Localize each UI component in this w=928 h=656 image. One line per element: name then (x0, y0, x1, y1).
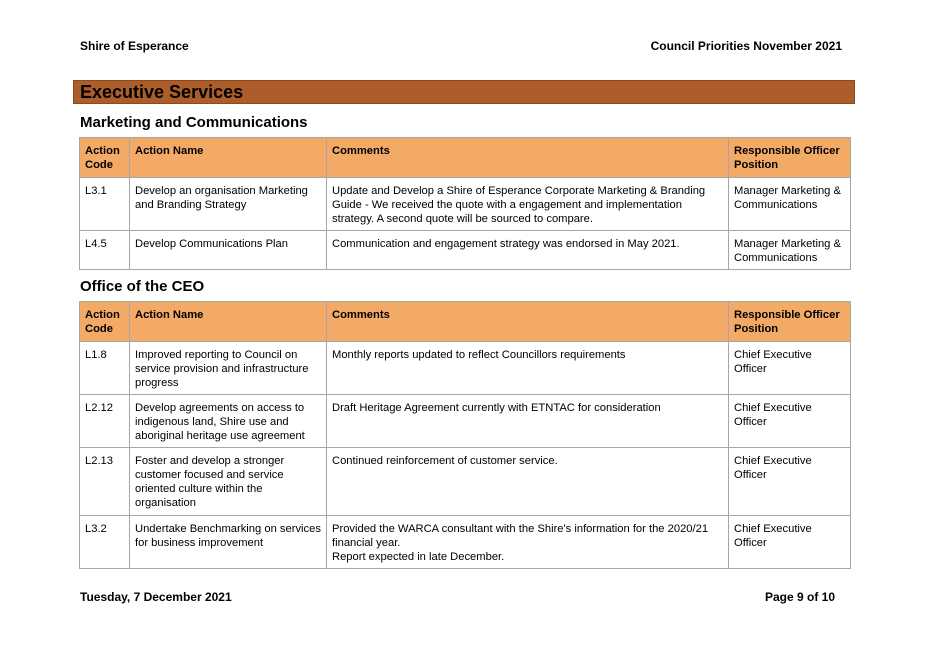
responsible-officer: Manager Marketing & Communications (729, 231, 851, 270)
comments (327, 231, 729, 270)
marketing-table (79, 137, 851, 270)
responsible-officer: Chief Executive Officer (729, 342, 851, 395)
comments (327, 178, 729, 231)
responsible-officer: Chief Executive Officer (729, 395, 851, 448)
comments (327, 448, 729, 516)
action-code: L1.8 (80, 342, 130, 395)
col-header-officer: Responsible Officer Position (729, 302, 851, 342)
action-name: Develop Communications Plan (130, 231, 327, 270)
header-organisation: Shire of Esperance (80, 39, 189, 53)
section-banner (73, 80, 855, 104)
footer-date: Tuesday, 7 December 2021 (80, 590, 232, 604)
comment-line: Provided the WARCA consultant with the Shire's information for the 2020/21 financial year. (332, 523, 709, 549)
action-code: L3.2 (80, 516, 130, 569)
action-code: L2.12 (80, 395, 130, 448)
action-name: Develop an organisation Marketing and Branding Strategy (130, 178, 327, 231)
comment-line: Draft Heritage Agreement currently with ETNTAC for consideration (332, 402, 661, 414)
section-title-marketing: Marketing and Communications (80, 114, 308, 131)
responsible-officer: Chief Executive Officer (729, 516, 851, 569)
comments (327, 395, 729, 448)
col-header-action-name: Action Name (130, 302, 327, 342)
header-document-title: Council Priorities November 2021 (650, 39, 842, 53)
comments (327, 342, 729, 395)
table-row (80, 516, 851, 569)
action-name: Undertake Benchmarking on services for business improvement (130, 516, 327, 569)
action-name: Improved reporting to Council on service provision and infrastructure progress (130, 342, 327, 395)
col-header-action-code: Action Code (80, 138, 130, 178)
ceo-table (79, 301, 851, 569)
table-row (80, 178, 851, 231)
col-header-comments: Comments (327, 302, 729, 342)
col-header-action-code: Action Code (80, 302, 130, 342)
comment-line: Communication and engagement strategy was endorsed in May 2021. (332, 238, 680, 250)
col-header-comments: Comments (327, 138, 729, 178)
banner-title: Executive Services (80, 82, 244, 102)
col-header-officer: Responsible Officer Position (729, 138, 851, 178)
section-title-office-of-ceo: Office of the CEO (80, 278, 205, 295)
table-row (80, 231, 851, 270)
comment-line: Update and Develop a Shire of Esperance Corporate Marketing & Branding Guide - We received the quote with a engagement and implementation strategy. A second quote will be sourced to compare. (332, 185, 706, 225)
action-code: L4.5 (80, 231, 130, 270)
table-header-row (80, 138, 851, 178)
responsible-officer: Chief Executive Officer (729, 448, 851, 516)
footer-page-number: Page 9 of 10 (764, 590, 835, 604)
table-row (80, 448, 851, 516)
table-row (80, 395, 851, 448)
col-header-action-name: Action Name (130, 138, 327, 178)
action-code: L3.1 (80, 178, 130, 231)
table-row (80, 342, 851, 395)
comment-line: Continued reinforcement of customer service. (332, 455, 558, 467)
responsible-officer: Manager Marketing & Communications (729, 178, 851, 231)
table-header-row (80, 302, 851, 342)
action-name: Foster and develop a stronger customer focused and service oriented culture within the organisation (130, 448, 327, 516)
comment-line: Monthly reports updated to reflect Councillors requirements (332, 349, 626, 361)
action-code: L2.13 (80, 448, 130, 516)
action-name: Develop agreements on access to indigenous land, Shire use and aboriginal heritage use agreement (130, 395, 327, 448)
comment-line: Report expected in late December. (332, 551, 505, 563)
comments (327, 516, 729, 569)
